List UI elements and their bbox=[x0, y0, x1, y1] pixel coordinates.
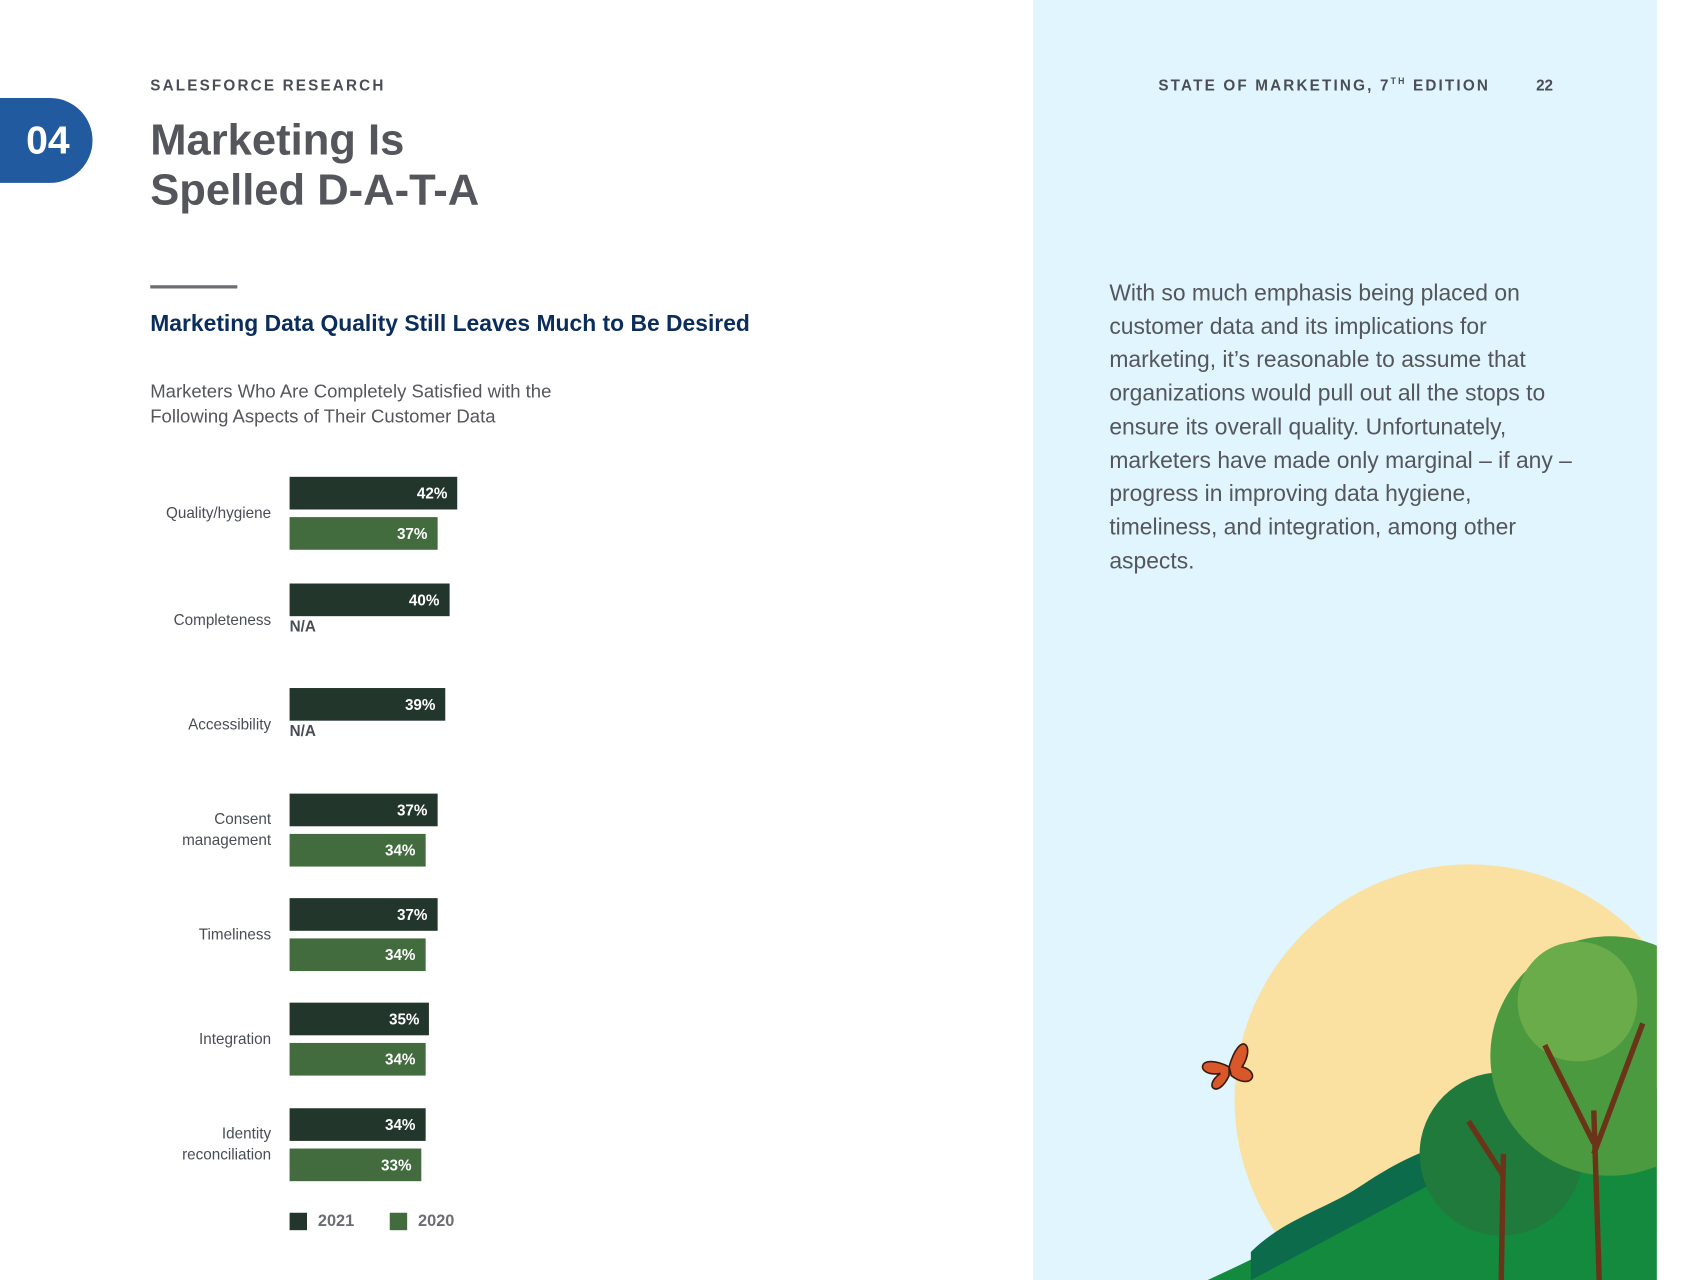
na-label: N/A bbox=[289, 721, 316, 740]
legend-item-2021 bbox=[290, 1212, 355, 1231]
category-label-line: management bbox=[182, 830, 272, 849]
bar-2021: 35% bbox=[290, 1003, 430, 1036]
edition-superscript: TH bbox=[1390, 76, 1407, 87]
report-title-text: STATE OF MARKETING, 7 bbox=[1158, 76, 1391, 94]
category-label bbox=[199, 1028, 271, 1049]
na-label: N/A bbox=[289, 617, 316, 635]
caption-line: Following Aspects of Their Customer Data bbox=[150, 406, 496, 427]
page-number: 22 bbox=[1536, 76, 1554, 94]
category-label bbox=[188, 714, 271, 735]
category-label bbox=[182, 809, 271, 850]
bar-2021: 34% bbox=[290, 1108, 426, 1141]
side-panel bbox=[1033, 0, 1657, 1280]
category-label-line: Completeness bbox=[173, 610, 272, 628]
legend-label: 2020 bbox=[418, 1211, 455, 1231]
chart-caption bbox=[150, 379, 662, 429]
category-label bbox=[174, 609, 271, 630]
page-title-line: Marketing Is bbox=[150, 116, 405, 165]
category-label-line: Quality/hygiene bbox=[166, 503, 272, 521]
divider bbox=[150, 285, 237, 288]
bar-2021: 40% bbox=[290, 584, 450, 617]
category-label bbox=[166, 502, 271, 523]
legend-item-2020 bbox=[390, 1212, 455, 1231]
category-label bbox=[199, 924, 271, 945]
legend-swatch bbox=[390, 1212, 407, 1229]
category-label-line: Integration bbox=[199, 1029, 272, 1047]
bar-2021: 37% bbox=[290, 898, 438, 931]
chapter-badge: 04 bbox=[0, 98, 93, 183]
category-label-line: reconciliation bbox=[182, 1145, 272, 1163]
bar-2020: 34% bbox=[290, 1043, 426, 1076]
category-label bbox=[182, 1123, 271, 1164]
legend-swatch bbox=[290, 1212, 307, 1229]
report-title-suffix: EDITION bbox=[1406, 76, 1491, 94]
body-paragraph: With so much emphasis being placed on customer data and its implications for marketing, it’s reasonable to assume that organizations would pull out all the stops to ensure its overall quality. Unfortunately, marketers have made only marginal – if any – progress in improving data hygiene, timeliness, and integration, among other aspects. bbox=[1109, 280, 1572, 574]
category-label-line: Consent bbox=[214, 809, 272, 828]
bar-2021: 42% bbox=[290, 477, 458, 510]
bar-2020: 37% bbox=[290, 517, 438, 550]
report-title bbox=[1158, 76, 1490, 93]
bar-2020: 34% bbox=[290, 834, 426, 867]
bar-2021: 39% bbox=[290, 688, 446, 721]
landscape-illustration bbox=[1033, 0, 1657, 1280]
category-label-line: Accessibility bbox=[188, 714, 272, 733]
bar-2020: 33% bbox=[290, 1149, 422, 1182]
bar-2021: 37% bbox=[290, 794, 438, 827]
section-subtitle: Marketing Data Quality Still Leaves Much to Be Desired bbox=[150, 311, 750, 337]
category-label-line: Timeliness bbox=[198, 924, 272, 943]
category-label-line: Identity bbox=[221, 1124, 272, 1142]
bar-2020: 34% bbox=[290, 938, 426, 971]
publisher-label: SALESFORCE RESEARCH bbox=[150, 76, 386, 94]
page-title bbox=[150, 115, 479, 215]
legend-label: 2021 bbox=[317, 1211, 355, 1231]
caption-line: Marketers Who Are Completely Satisfied with the bbox=[150, 381, 552, 402]
page-title-line: Spelled D-A-T-A bbox=[150, 166, 480, 215]
